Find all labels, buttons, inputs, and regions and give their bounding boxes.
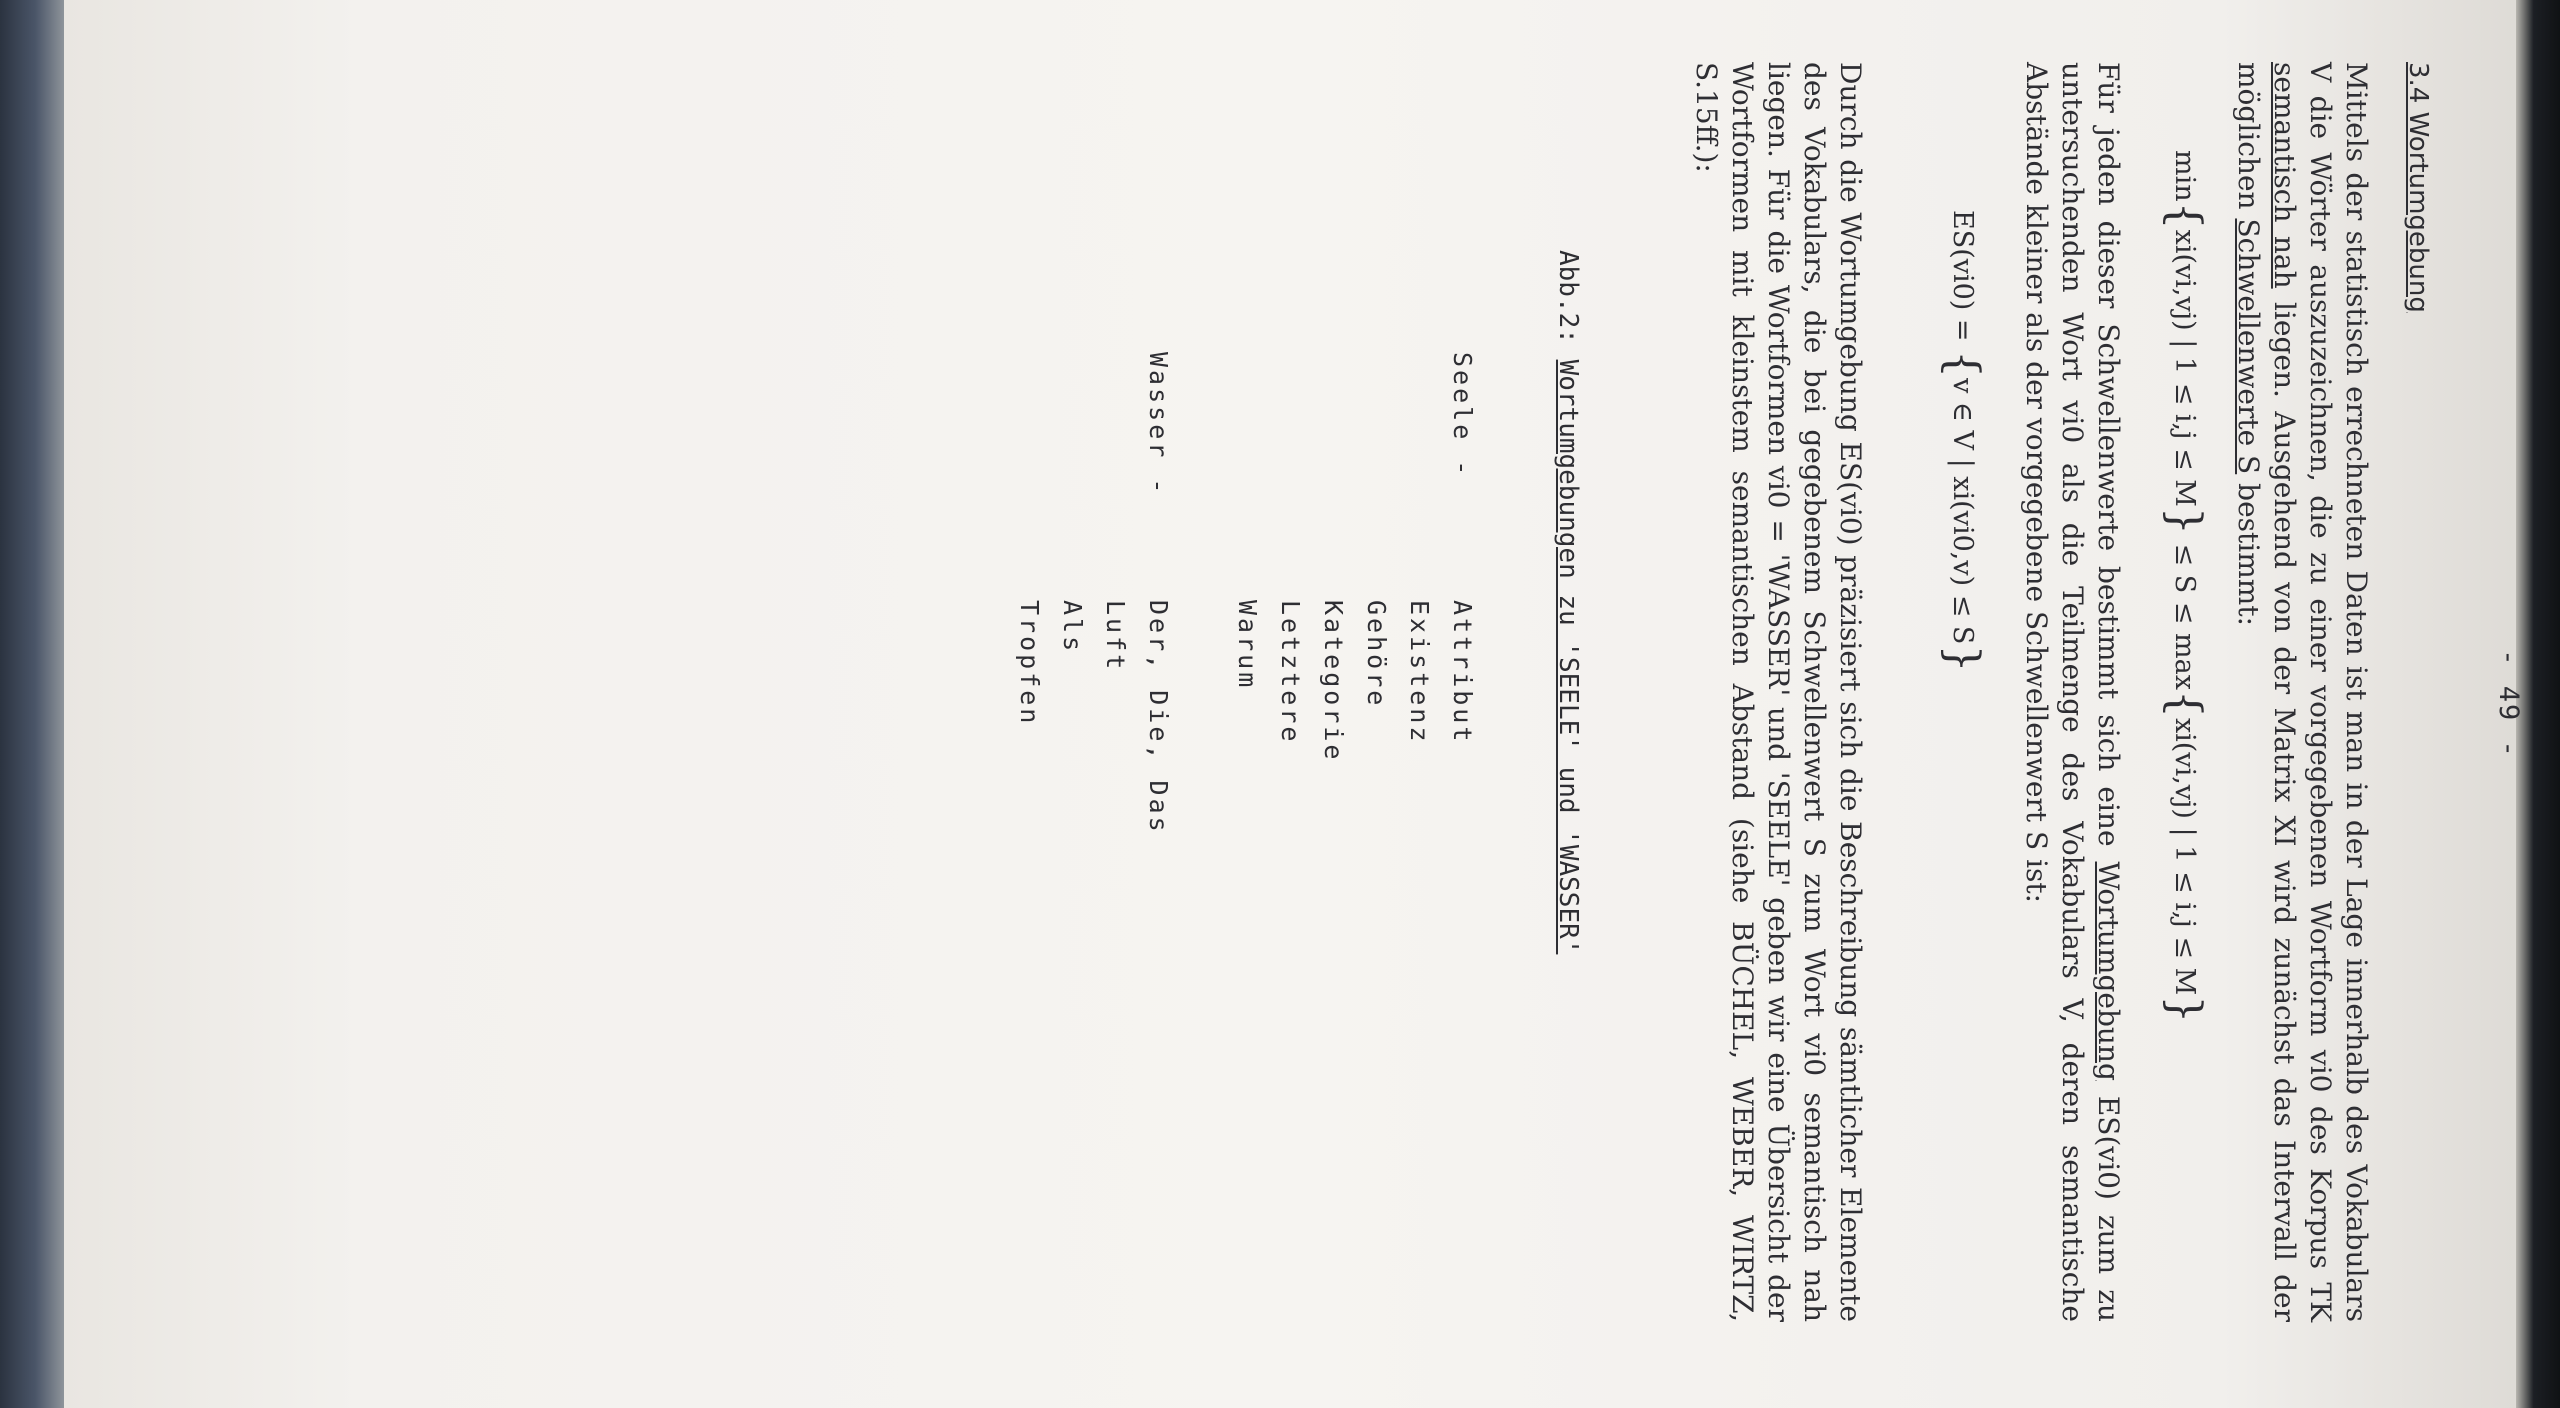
formula-brace-close: } <box>2159 506 2210 535</box>
paragraph-overview: Durch die Wortumgebung ES(vi0) präzisiert sich die Beschreibung sämtlicher Elemente des Vokabulars, die bei gegebenem Schwellenwert S zum Wort vi0 semantisch nah liegen. Für die Wortformen vi0 = 'WASSER' und 'SEELE' geben wir eine Übersicht der Wortformen mit kleinstem semantischen Abstand (siehe BÜCHEL, WEBER, WIRTZ, S.15ff.): <box>1690 62 1867 1322</box>
page-number: - 49 - <box>2493 649 2524 759</box>
formula-brace-close: } <box>1937 644 1988 673</box>
word-group-head: Seele - <box>1448 352 1477 479</box>
paragraph-intro-text-c: bestimmt: <box>2232 474 2265 627</box>
list-item: Warum <box>1233 600 1262 691</box>
formula-brace-close: } <box>2159 995 2210 1024</box>
formula-word-environment <box>1937 210 1988 673</box>
figure-title: Wortumgebungen zu 'SEELE' und 'WASSER' <box>1553 359 1583 955</box>
term-schwellenwerte: Schwellenwerte S <box>2232 218 2265 475</box>
paragraph-intro <box>2230 62 2374 1322</box>
list-item: Kategorie <box>1319 600 1348 763</box>
list-item: Tropfen <box>1015 600 1044 727</box>
formula-max-set: xi(vi,vj) | 1 ≤ i,j ≤ M <box>2169 717 2200 996</box>
list-item: Der, Die, Das <box>1144 600 1173 835</box>
list-item: Luft <box>1101 600 1130 673</box>
paragraph-wortumgebung-text-b: ES(vi0) zum zu untersuchenden Wort vi0 als die Teilmenge des Vokabulars V, deren semantische Abstände kleiner als der vorgegebene Schwellenwert S ist: <box>2020 62 2125 1322</box>
word-list <box>1008 600 1180 835</box>
list-item: Als <box>1058 600 1087 655</box>
formula-threshold-interval <box>2159 150 2210 1024</box>
formula-brace-open: { <box>2159 689 2210 718</box>
formula-brace-open: { <box>1937 350 1988 379</box>
paragraph-intro-text-a: Mittels der statistisch errechneten Daten ist man in der Lage innerhalb des Vokabulars V die Wörter auszuzeichnen, die zu einer vorgegebenen Wortform vi0 des Korpus TK <box>2304 62 2373 1322</box>
word-group-head: Wasser - <box>1144 352 1173 497</box>
list-item: Gehöre <box>1362 600 1391 709</box>
formula-min: min <box>2169 150 2200 202</box>
document-page <box>132 0 2532 1408</box>
paragraph-wortumgebung <box>2018 62 2126 1322</box>
formula-set-body: v ∈ V | xi(vi0,v) ≤ S <box>1947 378 1978 645</box>
list-item: Existenz <box>1405 600 1434 745</box>
paragraph-wortumgebung-text-a: Für jeden dieser Schwellenwerte bestimmt sich eine <box>2092 62 2125 862</box>
formula-max: max <box>2169 633 2200 690</box>
word-list <box>1226 600 1484 762</box>
list-item: Attribut <box>1448 600 1477 745</box>
formula-brace-open: { <box>2159 201 2210 230</box>
term-semantisch-nah: semantisch nah <box>2268 62 2301 289</box>
formula-min-set: xi(vi,vj) | 1 ≤ i,j ≤ M <box>2169 229 2200 507</box>
paragraph-intro-text-b: liegen. Ausgehend von der Matrix XI wird zunächst das Intervall der möglichen <box>2232 62 2301 1323</box>
list-item: Letztere <box>1276 600 1305 745</box>
section-heading: 3.4 Wortumgebung <box>2403 62 2433 313</box>
term-wortumgebung: Wortumgebung <box>2092 861 2125 1081</box>
scan-edge-left <box>0 0 64 1408</box>
figure-label: Abb.2: <box>1553 250 1583 360</box>
formula-middle: ≤ S ≤ <box>2169 534 2200 633</box>
figure-caption <box>1550 250 1586 954</box>
formula-lhs: ES(vi0) = <box>1947 210 1978 351</box>
